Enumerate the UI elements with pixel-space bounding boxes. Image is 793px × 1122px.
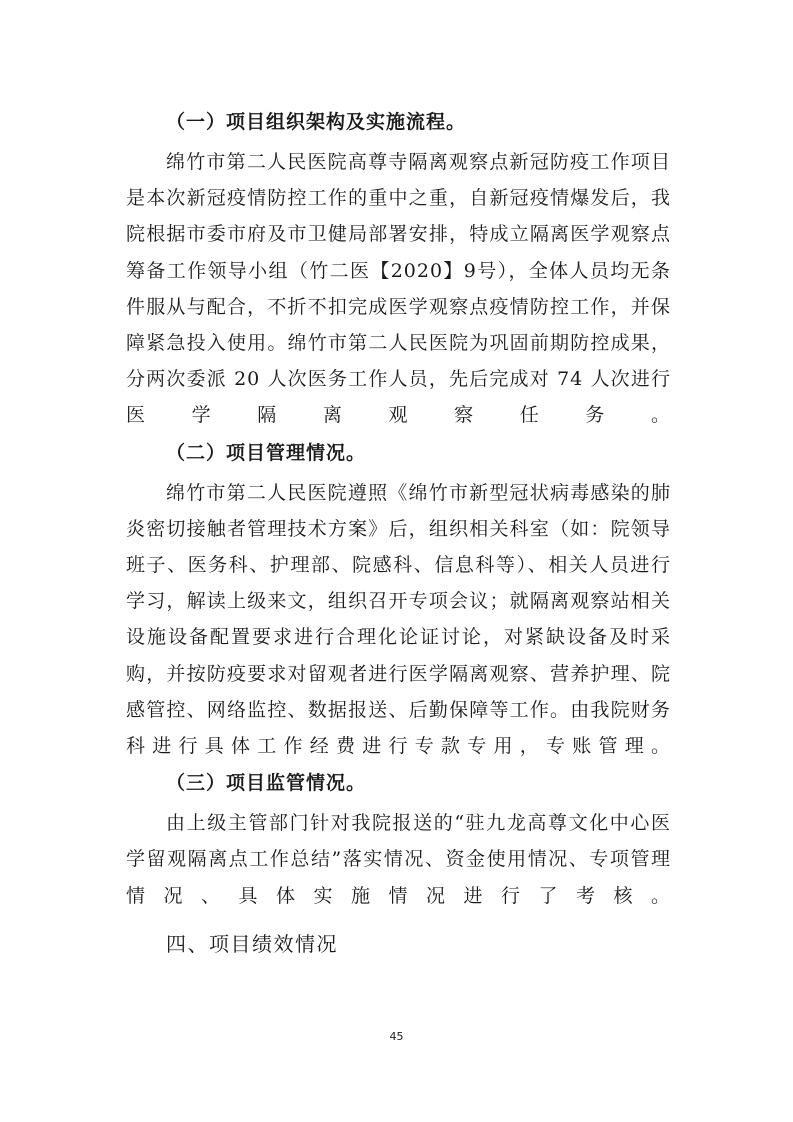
document-body [126,104,671,962]
section-paragraph-supervision: 由上级主管部门针对我院报送的“驻九龙高尊文化中心医学留观隔离点工作总结”落实情况、资金使用情况、专项管理情况、具体实施情况进行了考核。 [126,812,671,907]
section-paragraph-management: 绵竹市第二人民医院遵照《绵竹市新型冠状病毒感染的肺炎密切接触者管理技术方案》后，组织相关科室（如：院领导班子、医务科、护理部、院感科、信息科等）、相关人员进行学习，解读上级来文，组织召开专项会议；就隔离观察站相关设施设备配置要求进行合理化论证讨论，对紧缺设备及时采购，并按防疫要求对留观者进行医学隔离观察、营养护理、院感管控、网络监控、数据报送、后勤保障等工作。由我院财务科进行具体工作经费进行专款专用，专账管理。 [126,481,671,758]
section-heading-supervision: （三）项目监管情况。 [166,772,367,795]
section-paragraph-organization: 绵竹市第二人民医院高尊寺隔离观察点新冠防疫工作项目是本次新冠疫情防控工作的重中之重，自新冠疫情爆发后，我院根据市委市府及市卫健局部署安排，特成立隔离医学观察点筹备工作领导小组（竹二医【2020】9号），全体人员均无条件服从与配合，不折不扣完成医学观察点疫情防控工作，并保障紧急投入使用。绵竹市第二人民医院为巩固前期防控成果，分两次委派 20 人次医务工作人员，先后完成对 74 人次进行医学隔离观察任务。 [126,151,671,427]
page-number: 45 [389,1030,404,1043]
section-heading-management: （二）项目管理情况。 [166,441,367,464]
section-heading-organization: （一）项目组织架构及实施流程。 [166,111,467,133]
section-heading-performance: 四、项目绩效情况 [166,931,338,956]
